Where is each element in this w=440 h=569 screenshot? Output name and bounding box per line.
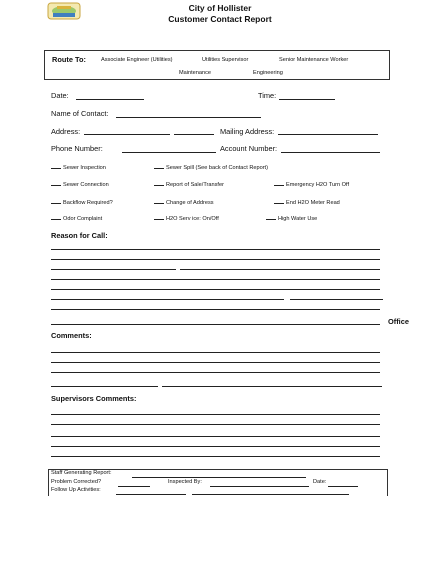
comments-line-2[interactable] bbox=[51, 362, 380, 363]
address-field[interactable] bbox=[84, 134, 170, 135]
comments-line-3[interactable] bbox=[51, 372, 380, 373]
check-sewer-inspection[interactable]: Sewer Inspection bbox=[51, 162, 106, 171]
comments-line-1[interactable] bbox=[51, 352, 380, 353]
route-option-engineering[interactable]: Engineering bbox=[253, 70, 283, 76]
checkbox-blank[interactable] bbox=[51, 213, 61, 220]
check-odor-complaint[interactable]: Odor Complaint bbox=[51, 213, 102, 222]
comments-heading: Comments: bbox=[51, 331, 92, 340]
checkbox-blank[interactable] bbox=[154, 197, 164, 204]
reason-line-3b[interactable] bbox=[180, 269, 380, 270]
checkbox-blank[interactable] bbox=[51, 162, 61, 169]
time-field[interactable] bbox=[279, 99, 335, 100]
check-sewer-spill[interactable]: Sewer Spill (See back of Contact Report) bbox=[154, 162, 268, 171]
phone-label: Phone Number: bbox=[51, 144, 103, 153]
route-option-utilities-supervisor[interactable]: Utilities Supervisor bbox=[202, 57, 249, 63]
route-option-associate-engineer[interactable]: Associate Engineer (Utilities) bbox=[101, 57, 173, 63]
mailing-address-field[interactable] bbox=[278, 134, 378, 135]
city-title: City of Hollister bbox=[188, 3, 252, 13]
supervisors-line-5[interactable] bbox=[51, 456, 380, 457]
inspected-by-label: Inspected By: bbox=[168, 479, 202, 485]
supervisors-line-1[interactable] bbox=[51, 414, 380, 415]
reason-line-1[interactable] bbox=[51, 249, 380, 250]
reason-line-5[interactable] bbox=[51, 289, 380, 290]
inspected-by-field[interactable] bbox=[210, 486, 309, 487]
check-end-meter-read[interactable]: End H2O Meter Read bbox=[274, 197, 340, 206]
staff-generating-label: Staff Generating Report: bbox=[51, 470, 112, 476]
check-emergency-turn-off[interactable]: Emergency H2O Turn Off bbox=[274, 179, 349, 188]
reason-line-7[interactable] bbox=[51, 309, 380, 310]
contact-name-label: Name of Contact: bbox=[51, 109, 109, 118]
address-label: Address: bbox=[51, 127, 81, 136]
date-bottom-field[interactable] bbox=[328, 486, 358, 487]
check-sewer-connection[interactable]: Sewer Connection bbox=[51, 179, 109, 188]
report-title: Customer Contact Report bbox=[168, 14, 272, 24]
problem-corrected-label: Problem Corrected? bbox=[51, 479, 102, 485]
supervisors-line-3[interactable] bbox=[51, 436, 380, 437]
reason-for-call-heading: Reason for Call: bbox=[51, 231, 108, 240]
route-option-maintenance[interactable]: Maintenance bbox=[179, 70, 212, 76]
time-label: Time: bbox=[258, 91, 277, 100]
supervisors-line-4[interactable] bbox=[51, 446, 380, 447]
mailing-address-label: Mailing Address: bbox=[220, 127, 275, 136]
reason-line-2[interactable] bbox=[51, 259, 380, 260]
account-number-label: Account Number: bbox=[220, 144, 278, 153]
checkbox-blank[interactable] bbox=[266, 213, 276, 220]
date-bottom-label: Date: bbox=[313, 479, 327, 485]
address-field-2[interactable] bbox=[174, 134, 214, 135]
reason-line-6a[interactable] bbox=[51, 299, 284, 300]
route-option-senior-maintenance-worker[interactable]: Senior Maintenance Worker bbox=[279, 57, 349, 63]
reason-line-6b[interactable] bbox=[290, 299, 383, 300]
check-change-of-address[interactable]: Change of Address bbox=[154, 197, 214, 206]
reason-line-3a[interactable] bbox=[51, 269, 176, 270]
checkbox-blank[interactable] bbox=[274, 197, 284, 204]
account-number-field[interactable] bbox=[281, 152, 380, 153]
supervisors-line-2[interactable] bbox=[51, 424, 380, 425]
staff-generating-field[interactable] bbox=[132, 477, 306, 478]
check-report-of-sale[interactable]: Report of Sale/Transfer bbox=[154, 179, 224, 188]
comments-line-4b[interactable] bbox=[162, 386, 382, 387]
date-label: Date: bbox=[51, 91, 69, 100]
contact-name-field[interactable] bbox=[116, 117, 261, 118]
date-field[interactable] bbox=[76, 99, 144, 100]
checkbox-blank[interactable] bbox=[51, 197, 61, 204]
office-label: Office bbox=[388, 317, 409, 326]
reason-line-8[interactable] bbox=[51, 324, 380, 325]
follow-up-field-1[interactable] bbox=[116, 494, 186, 495]
reason-line-4[interactable] bbox=[51, 279, 380, 280]
route-to-box bbox=[44, 50, 390, 80]
checkbox-blank[interactable] bbox=[154, 179, 164, 186]
checkbox-blank[interactable] bbox=[154, 162, 164, 169]
check-backflow-required[interactable]: Backflow Required? bbox=[51, 197, 113, 206]
phone-field[interactable] bbox=[122, 152, 216, 153]
follow-up-field-2[interactable] bbox=[192, 494, 349, 495]
comments-line-4a[interactable] bbox=[51, 386, 158, 387]
checkbox-blank[interactable] bbox=[274, 179, 284, 186]
route-to-label: Route To: bbox=[52, 55, 86, 64]
checkbox-blank[interactable] bbox=[51, 179, 61, 186]
follow-up-label: Follow Up Activities: bbox=[51, 487, 101, 493]
checkbox-blank[interactable] bbox=[154, 213, 164, 220]
supervisors-comments-heading: Supervisors Comments: bbox=[51, 394, 137, 403]
check-high-water-use[interactable]: High Water Use bbox=[266, 213, 317, 222]
check-h2o-service[interactable]: H2O Serv ice: On/Off bbox=[154, 213, 219, 222]
problem-corrected-field[interactable] bbox=[118, 486, 150, 487]
